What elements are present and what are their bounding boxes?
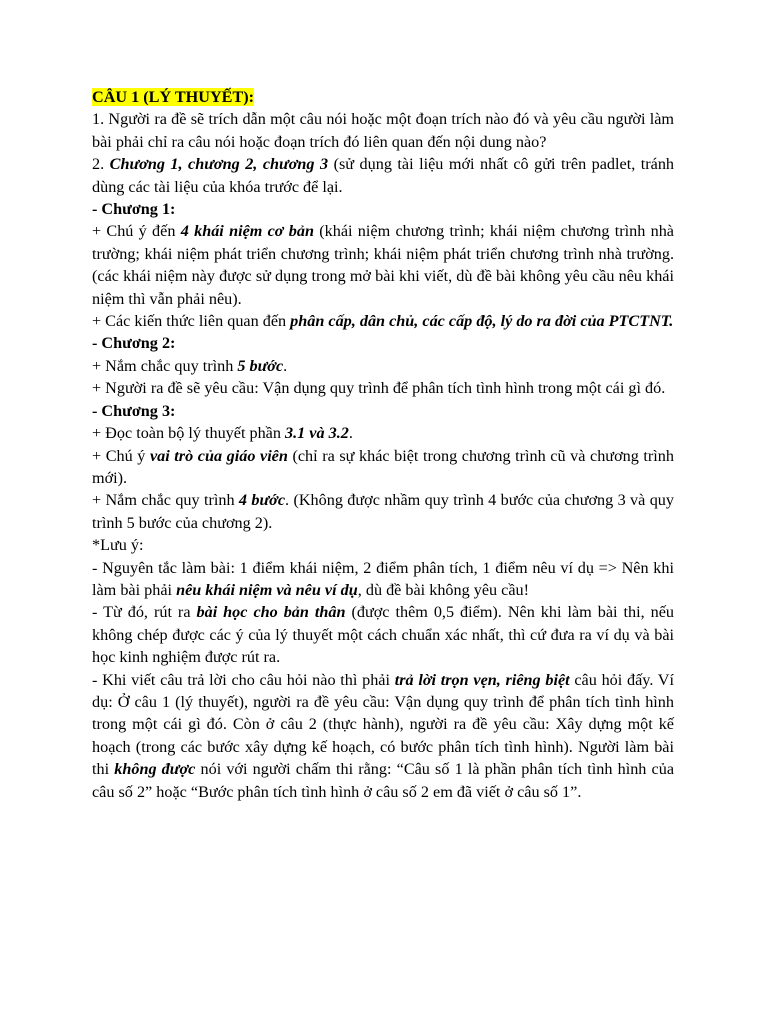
ch2-i1-emphasis: 5 bước [237, 356, 284, 375]
note-3-emphasis-2: không được [114, 760, 196, 779]
p2-prefix: 2. [92, 155, 110, 174]
note-3-prefix: - Khi viết câu trả lời cho câu hỏi nào thì phải [92, 670, 395, 689]
chapter-2-title: - Chương 2: [92, 334, 176, 353]
ch3-i2-prefix: + Chú ý [92, 446, 150, 465]
note-2-emphasis: bài học cho bản thân [196, 603, 346, 622]
chapter-2-item-1 [92, 355, 674, 377]
chapter-1-title: - Chương 1: [92, 200, 176, 219]
note-item-2 [92, 601, 674, 668]
chapter-3-item-1 [92, 422, 674, 444]
section-heading: CÂU 1 (LÝ THUYẾT): [92, 88, 255, 106]
note-1-rest: , dù đề bài không yêu cầu! [357, 580, 530, 599]
note-1-emphasis: nêu khái niệm và nêu ví dụ [176, 580, 358, 599]
note-item-3 [92, 669, 674, 803]
note-2-rest: (được thêm 0,5 điểm). Nên khi làm bài thi, nếu không chép được các ý của lý thuyết một cách chuẩn xác nhất, thì cứ đưa ra ví dụ và bài học kinh nghiệm được rút ra. [92, 603, 674, 667]
ch3-i3-prefix: + Nắm chắc quy trình [92, 491, 239, 510]
chapter-3-title: - Chương 3: [92, 401, 176, 420]
ch1-i1-emphasis: 4 khái niệm cơ bản [180, 222, 314, 241]
note-title: *Lưu ý: [92, 536, 144, 555]
ch1-i1-rest: (khái niệm chương trình; khái niệm chương trình nhà trường; khái niệm phát triển chương trình; khái niệm phát triển chương trình nhà trường. (các khái niệm này được sử dụng trong mở bài khi viết, dù đề bài không yêu cầu nêu khái niệm thì vẫn phải nêu). [92, 222, 674, 308]
ch1-i2-emphasis: phân cấp, dân chủ, các cấp độ, lý do ra đời của PTCTNT. [290, 312, 674, 331]
heading-line [92, 86, 674, 108]
document-page [92, 86, 674, 803]
p2-rest: (sử dụng tài liệu mới nhất cô gửi trên padlet, tránh dùng các tài liệu của khóa trước để lại. [92, 155, 675, 196]
ch1-i2-prefix: + Các kiến thức liên quan đến [92, 312, 291, 331]
note-2-prefix: - Từ đó, rút ra [92, 603, 197, 622]
ch2-i1-rest: . [283, 356, 288, 375]
note-1-prefix: - Nguyên tắc làm bài: 1 điểm khái niệm, 2 điểm phân tích, 1 điểm nêu ví dụ => Nên khi làm bài phải [92, 558, 674, 599]
ch3-i1-rest: . [348, 424, 353, 443]
ch3-i3-rest: . (Không được nhầm quy trình 4 bước của chương 3 và quy trình 5 bước của chương 2). [92, 491, 674, 532]
chapter-1-item-1 [92, 220, 674, 310]
ch1-i1-prefix: + Chú ý đến [92, 222, 181, 241]
note-item-1 [92, 557, 674, 602]
chapter-3-item-2 [92, 445, 674, 490]
paragraph-2 [92, 153, 674, 198]
ch3-i1-prefix: + Đọc toàn bộ lý thuyết phần [92, 424, 286, 443]
paragraph-1: 1. Người ra đề sẽ trích dẫn một câu nói hoặc một đoạn trích nào đó và yêu cầu người làm bài phải chỉ ra câu nói hoặc đoạn trích đó liên quan đến nội dung nào? [92, 110, 674, 151]
p2-emphasis: Chương 1, chương 2, chương 3 [109, 155, 329, 174]
note-3-rest: nói với người chấm thi rằng: “Câu số 1 là phần phân tích tình hình của câu số 2” hoặc “Bước phân tích tình hình ở câu số 2 em đã viết ở câu số 1”. [92, 760, 675, 801]
chapter-3-item-3 [92, 489, 674, 534]
note-3-middle: câu hỏi đấy. Ví dụ: Ở câu 1 (lý thuyết), người ra đề yêu cầu: Vận dụng quy trình để phân tích tình hình trong một cái gì đó. Còn ở câu 2 (thực hành), người ra đề yêu cầu: Xây dựng một kế hoạch (trong các bước xây dựng kế hoạch, có bước phân tích tình hình). Người làm bài thi [92, 670, 674, 779]
chapter-2-item-2: + Người ra đề sẽ yêu cầu: Vận dụng quy trình để phân tích tình hình trong một cái gì đó. [92, 379, 666, 398]
chapter-1-item-2 [92, 310, 674, 332]
ch3-i2-emphasis: vai trò của giáo viên [149, 446, 288, 465]
ch3-i3-emphasis: 4 bước [238, 491, 286, 510]
ch3-i2-rest: (chỉ ra sự khác biệt trong chương trình cũ và chương trình mới). [92, 446, 674, 487]
ch2-i1-prefix: + Nắm chắc quy trình [92, 356, 238, 375]
ch3-i1-emphasis: 3.1 và 3.2 [285, 424, 349, 443]
note-3-emphasis-1: trả lời trọn vẹn, riêng biệt [394, 670, 570, 689]
